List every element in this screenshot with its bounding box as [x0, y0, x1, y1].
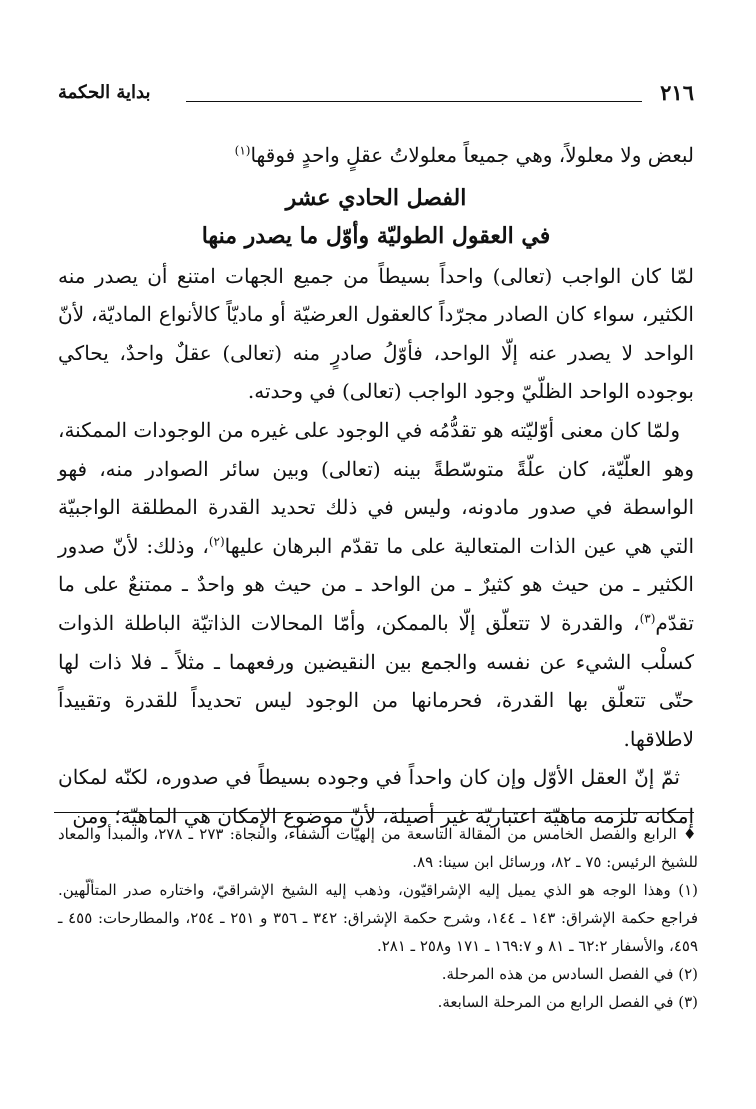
paragraph-2-part-a: ولمّا كان معنى أوّليّته هو تقدُّمُه في الوجود على غيره من الوجودات الممكنة، وهو العلّيّة، كان علّةً متوسّطةً بينه (تعالى) وبين سائر الصوادر منه، فهو الواسطة في صدور مادونه، وليس في ذلك تحديد القدرة المطلقة الواجبيّة التي هي عين الذات المتعالية على ما تقدّم البرهان عليها: [58, 417, 695, 558]
opening-line-text: لبعض ولا معلولاً، وهي جميعاً معلولاتُ عقلٍ واحدٍ فوقها: [250, 143, 694, 167]
paragraph-2-part-b: ، وذلك: لأنّ صدور الكثير ـ من حيث هو كثيرٌ ـ من الواحد ـ من حيث هو واحدٌ ـ ممتنعٌ على ما تقدّم: [58, 533, 694, 635]
footnotes: [58, 820, 698, 1016]
paragraph-3: ثمّ إنّ العقل الأوّل وإن كان واحداً في وجوده بسيطاً في صدوره، لكنّه لمكان إمكانه تلزمه ماهيّة اعتباريّة غير أصيلة، لأنّ موضوع الإمكان هي الماهيّة؛ ومن: [58, 765, 694, 828]
footnote-2: (٢) في الفصل السادس من هذه المرحلة.: [441, 965, 698, 983]
footnote-ref: (٢): [208, 534, 225, 549]
paragraph-1: لمّا كان الواجب (تعالى) واحداً بسيطاً من جميع الجهات امتنع أن يصدر منه الكثير، سواء كان الصادر مجرّداً كالعقول العرضيّة أو ماديّاً كالأنواع الماديّة، لأنّ الواحد لا يصدر عنه إلّا الواحد، فأوّلُ صادرٍ منه (تعالى) عقلٌ واحدٌ، يحاكي بوجوده الواحد الظلّيّ وجود الواجب (تعالى) في وحدته.: [58, 263, 694, 404]
main-text: [58, 136, 694, 836]
footnote-ref: (١): [234, 143, 251, 158]
opening-line: [58, 136, 694, 175]
chapter-subtitle: في العقول الطوليّة وأوّل ما يصدر منها: [201, 222, 551, 249]
footnote-1: (١) وهذا الوجه هو الذي يميل إليه الإشراقيّون، وذهب إليه الشيخ الإشراقيّ، واختاره صدر المتألّهين. فراجع حكمة الإشراق: ١٤٣ ـ ١٤٤، وشرح حكمة الإشراق: ٣٤٢ ـ ٣٥٦ و ٢٥١ ـ ٢٥٤، والمطارحات: ٤٥٥ ـ ٤٥٩، والأسفار ٦٢:٢ ـ ٨١ و ١٦٩:٧ ـ ١٧١ و٢٥٨ ـ ٢٨١.: [58, 881, 698, 955]
paragraph-2: [58, 411, 694, 758]
paragraph-2-part-c: ، والقدرة لا تتعلّق إلّا بالممكن، وأمّا المحالات الذاتيّة الباطلة الذوات كسلْب الشيء عن نفسه والجمع بين النقيضين ورفعهما ـ مثلاً ـ فلا ذات لها حتّى تتعلّق بها القدرة، فحرمانها من الوجود ليس تحديداً للقدرة وتقييداً لاطلاقها.: [58, 610, 694, 751]
footnote-separator: [54, 812, 694, 813]
chapter-heading: [58, 179, 694, 255]
running-title: بداية الحكمة: [58, 82, 151, 103]
page-header: [58, 80, 694, 112]
footnote-continued: ♦ الرابع والفصل الخامس من المقالة التاسعة من إلهيّات الشفاء، والنجاة: ٢٧٣ ـ ٢٧٨، والمبدأ والمعاد للشيخ الرئيس: ٧٥ ـ ٨٢، ورسائل ابن سينا: ٨٩.: [58, 825, 698, 871]
header-rule: [186, 101, 642, 102]
page-number: ٢١٦: [660, 80, 694, 105]
footnote-3: (٣) في الفصل الرابع من المرحلة السابعة.: [437, 993, 698, 1011]
chapter-title: الفصل الحادي عشر: [285, 184, 467, 211]
footnote-ref: (٣): [639, 611, 656, 626]
